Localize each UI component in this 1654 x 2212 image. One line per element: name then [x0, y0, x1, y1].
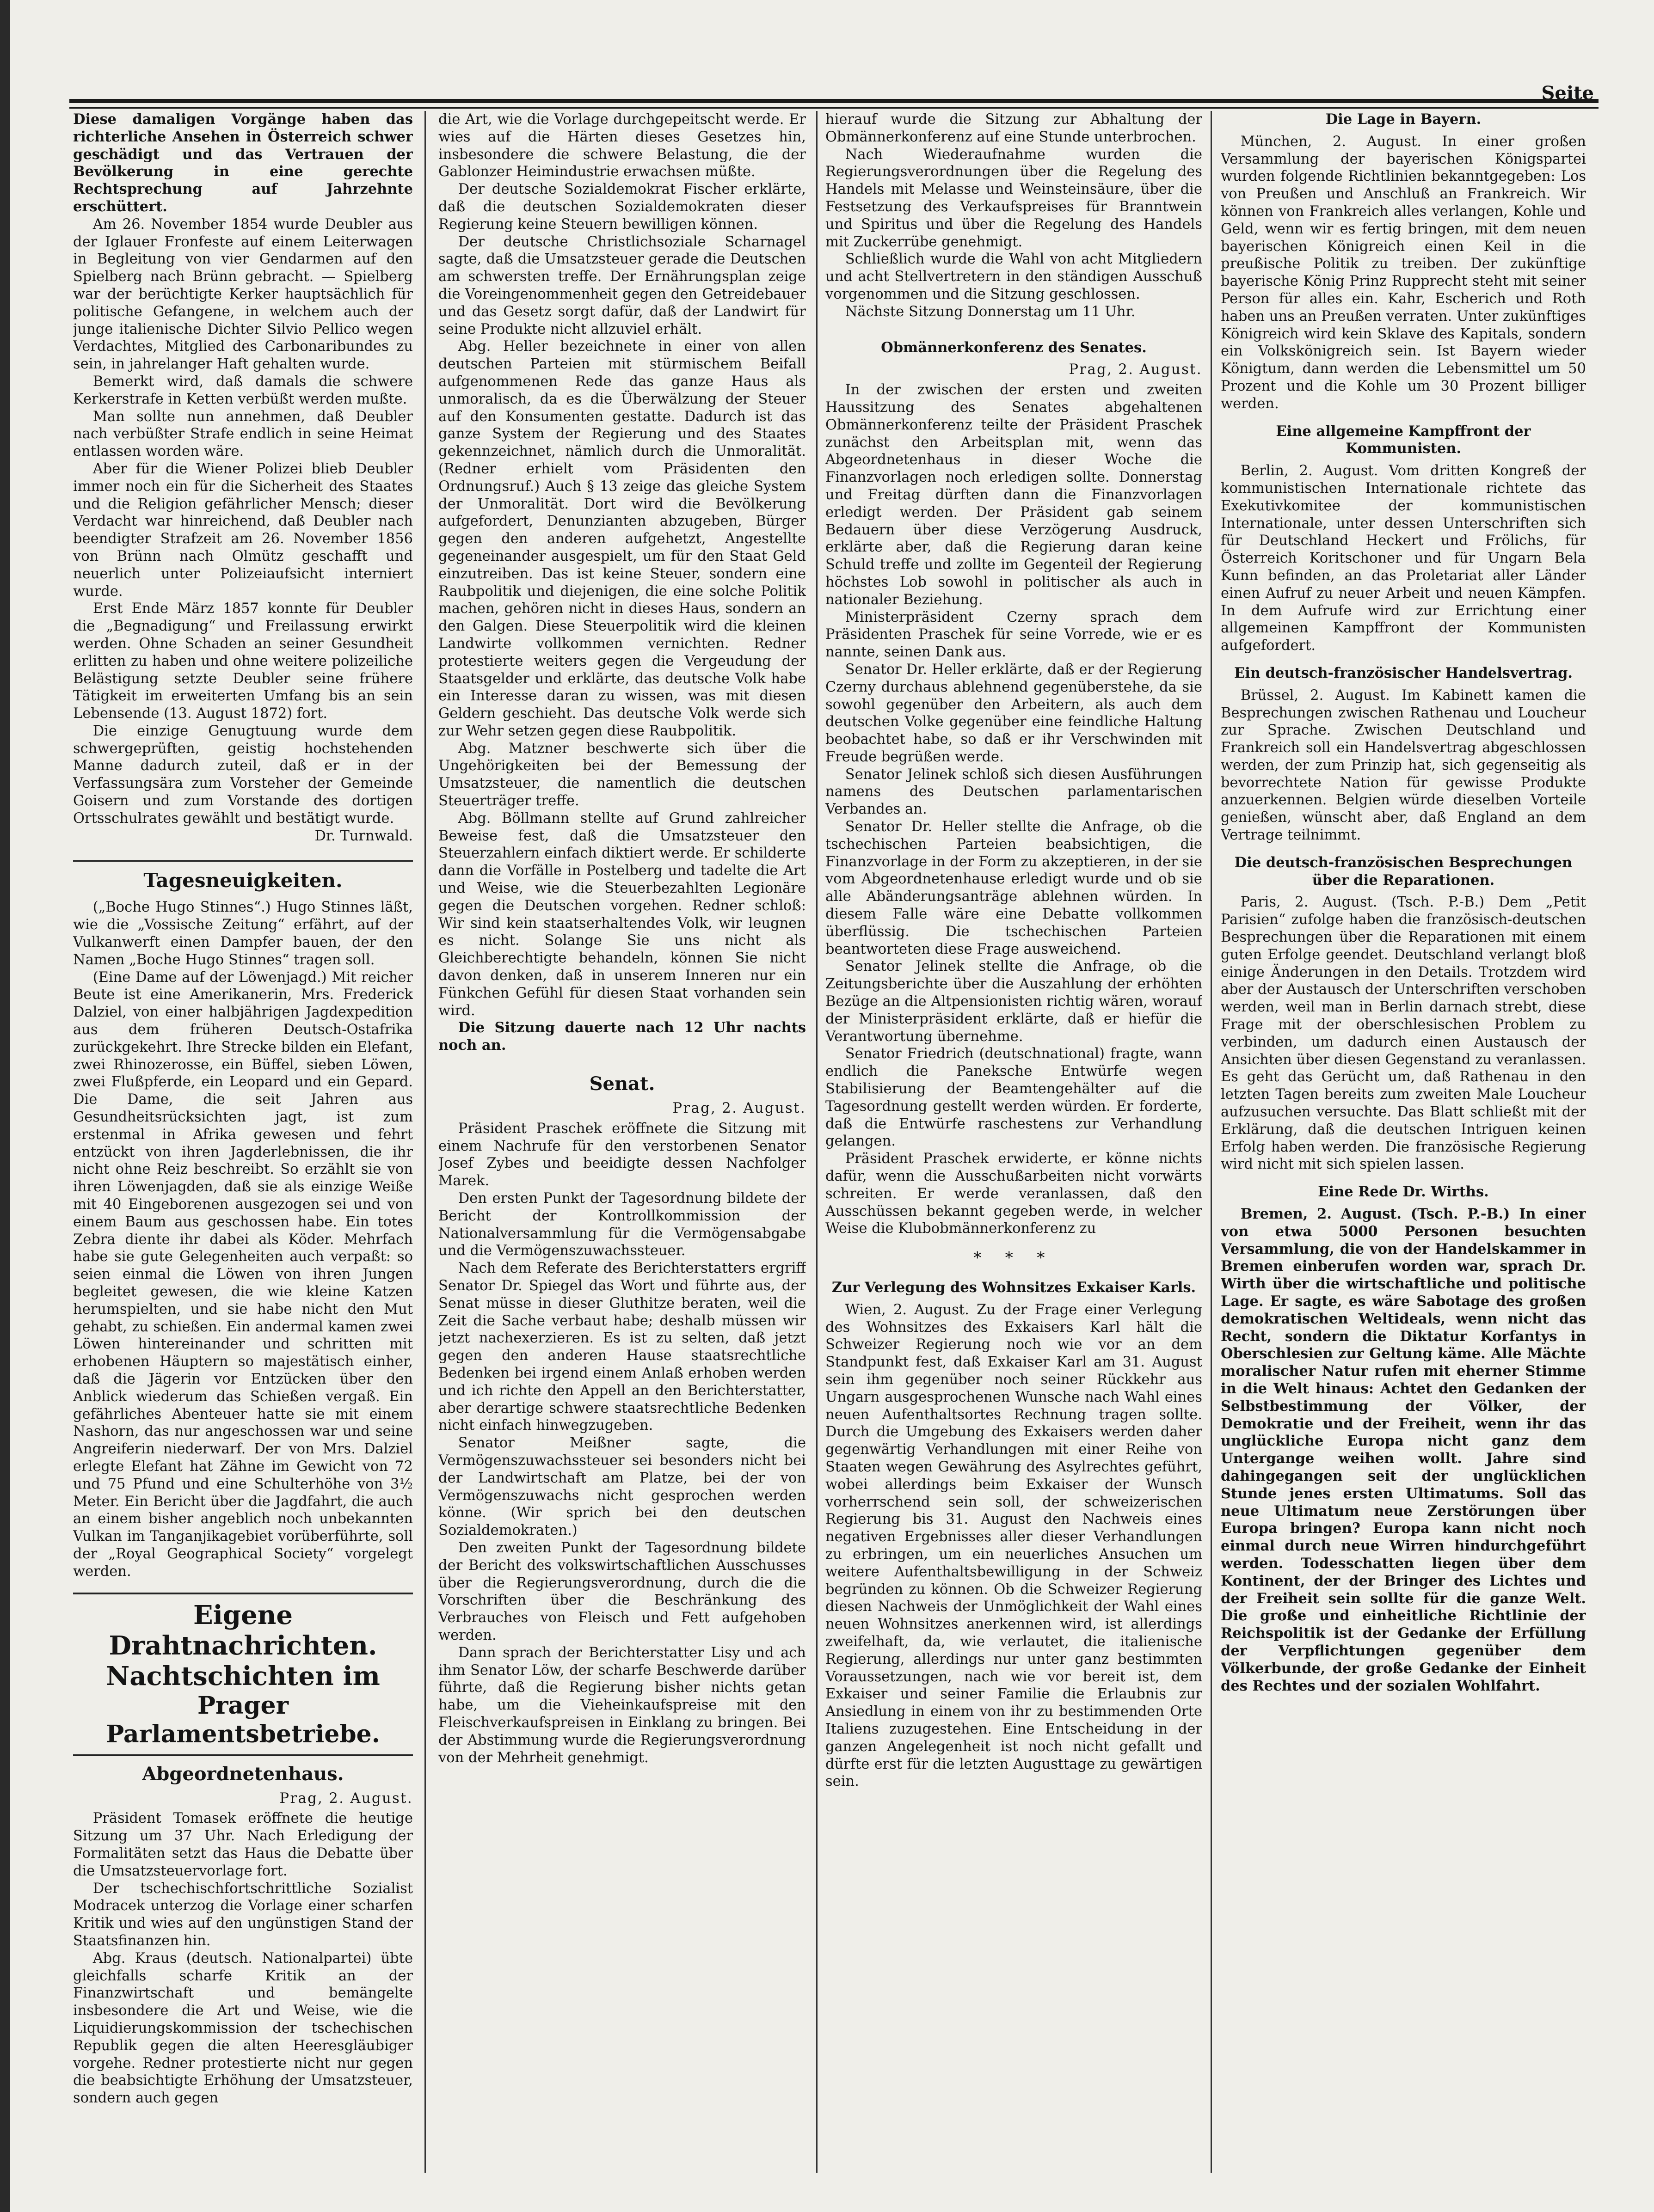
paragraph: Ministerpräsident Czerny sprach dem Präsidenten Praschek für seine Vorrede, wie er es nannte, seinen Dank aus.	[825, 609, 1202, 661]
subheading-kommunisten: Eine allgemeine Kampffront der Kommunisten.	[1276, 423, 1531, 457]
paragraph: Senator Meißner sagte, die Vermögenszuwachssteuer sei besonders nicht bei der Landwirtschaft am Platze, bei der von Vermögenszuwachs nicht gesprochen werden könne. (Wir sprich bei den deutschen Sozialdemokraten.)	[438, 1435, 806, 1539]
paragraph: Senator Jelinek schloß sich diesen Ausführungen namens des Deutschen parlamentarischen Verbandes an.	[825, 766, 1202, 818]
subheading-bayern: Die Lage in Bayern.	[1325, 111, 1482, 128]
subheading-reparationen: Die deutsch-französischen Besprechungen über die Reparationen.	[1234, 854, 1573, 888]
paragraph: Paris, 2. August. (Tsch. P.-B.) Dem „Petit Parisien“ zufolge haben die französisch-deutschen Besprechungen über die Reparationen mit einem guten Erfolge geendet. Deutschland verlangt bloß einige Änderungen in den Details. Trotzdem wird aber der Austausch der Unterschriften verschoben werden, weil man in Berlin darnach strebt, diese Frage mit der oberschlesischen Problem zu verbinden, um dadurch einen Austausch der Ansichten über diesen Gegenstand zu veranlassen. Es geht das Gerücht um, daß Rathenau in den letzten Tagen bereits zum zweiten Male Loucheur aufzusuchen versuchte. Das Blatt schließt mit der Erklärung, daß die deutschen Intriguen keinen Erfolg haben werden. Die französische Regierung wird nicht mit sich spielen lassen.	[1221, 894, 1586, 1173]
paragraph: Den zweiten Punkt der Tagesordnung bildete der Bericht des volkswirtschaftlichen Ausschusses über die Regierungsverordnung, durch die die Vorschriften über die Beschränkung des Verbrauches von Fleisch und Fett aufgehoben werden.	[438, 1539, 806, 1643]
news-item: (Eine Dame auf der Löwenjagd.) Mit reicher Beute ist eine Amerikanerin, Mrs. Frederick Dalziel, von einer halbjährigen Jagdexpedition aus dem früheren Deutsch-Ostafrika zurückgekehrt. Ihre Strecke bilden ein Elefant, zwei Rhinozerosse, ein Büffel, sieben Löwen, zwei Flußpferde, ein Leopard und ein Gepard. Die Dame, die seit Jahren aus Gesundheitsrücksichten jagt, ist zum erstenmal in Afrika gewesen und fehrt entzückt von ihren Jagderlebnissen, die ihr nicht ohne Reiz beschreibt. So erzählt sie von ihren Löwenjagden, daß sie als einzige Weiße mit 40 Eingeborenen ausgezogen sei und von einem Baum aus geschossen habe. Ein totes Zebra diente ihr dabei als Köder. Mehrfach habe sie gute Gelegenheiten auch verpaßt: so seien einmal die Löwen von ihren Jungen begleitet gewesen, die wie kleine Katzen herumspielten, und sie habe nicht den Mut gehabt, zu schießen. Ein andermal kamen zwei Löwen hintereinander und schritten mit erhobenen Häuptern so majestätisch einher, daß die Jägerin vor Entzücken über den Anblick wiederum das Schießen vergaß. Ein gefährliches Abenteuer hatte sie mit einem Nashorn, das nur angeschossen war und seine Angreiferin niederwarf. Der von Mrs. Dalziel erlegte Elefant hat Zähne im Gewicht von 72 und 75 Pfund und eine Schulterhöhe von 3½ Meter. Ein Bericht über die Jagdfahrt, die auch an einem bisher angeblich noch unbekannten Vulkan im Tanganjikagebiet vorüberführte, soll der „Royal Geographical Society“ vorgelegt werden.	[73, 969, 413, 1580]
paragraph: Präsident Praschek erwiderte, er könne nichts dafür, wenn die Ausschußarbeiten nicht vorwärts schreiten. Er werde veranlassen, daß den Ausschüssen bekannt gegeben werde, in welcher Weise die Klubobmännerkonferenz zu	[825, 1151, 1202, 1237]
author-signature: Dr. Turnwald.	[314, 827, 413, 844]
paragraph: Nach dem Referate des Berichterstatters ergriff Senator Dr. Spiegel das Wort und führte aus, der Senat müsse in dieser Gluthitze beraten, weil die Zeit die Sache verbaut habe; deshalb müssen wir jetzt nachexerzieren. Es ist zu selten, daß jetzt gegen den anderen Hause staatsrechtliche Bedenken bei irgend einem Anlaß erhoben werden und ich richte den Appell an den Berichterstatter, aber derartige schwere staatsrechtliche Bedenken nicht einfach hinwegzugeben.	[438, 1260, 806, 1434]
headline-parlament: Prager Parlamentsbetriebe.	[106, 1691, 380, 1748]
section-separator: * * *	[973, 1249, 1054, 1268]
subheading-obmaennerkonferenz: Obmännerkonferenz des Senates.	[881, 339, 1147, 356]
dateline: Prag, 2. August.	[1069, 362, 1202, 378]
paragraph: Abg. Kraus (deutsch. Nationalpartei) übte gleichfalls scharfe Kritik an der Finanzwirtschaft und bemängelte insbesondere die Art und Weise, wie die Liquidierungskommission der tschechischen Republik gegen die alten Heeresgläubiger vorgehe. Redner protestierte nicht nur gegen die beabsichtigte Erhöhung der Umsatzsteuer, sondern auch gegen	[73, 1950, 413, 2107]
column-1	[73, 111, 413, 2182]
paragraph: Senator Friedrich (deutschnational) fragte, wann endlich die Paneksche Entwürfe wegen Stabilisierung der Beamtengehälter auf die Tagesordnung gestellt werden würden. Er forderte, daß die Entwürfe raschestens zur Verhandlung gelangen.	[825, 1046, 1202, 1150]
scan-edge	[0, 0, 10, 2212]
paragraph: Den ersten Punkt der Tagesordnung bildete der Bericht der Kontrollkommission der Nationalversammlung für die Vermögensabgabe und die Vermögenszuwachssteuer.	[438, 1190, 806, 1259]
column-2	[438, 111, 806, 2182]
subheading-exkaiser: Zur Verlegung des Wohnsitzes Exkaiser Karls.	[831, 1279, 1196, 1296]
paragraph: die Art, wie die Vorlage durchgepeitscht werde. Er wies auf die Härten dieses Gesetzes hin, insbesondere die schwere Belastung, die der Gablonzer Heimindustrie erwachsen müßte.	[438, 111, 806, 180]
paragraph: Präsident Tomasek eröffnete die heutige Sitzung um 37 Uhr. Nach Erledigung der Formalitäten setzt das Haus die Debatte über die Umsatzsteuervorlage fort.	[73, 1810, 413, 1879]
paragraph: Wien, 2. August. Zu der Frage einer Verlegung des Wohnsitzes des Exkaisers Karl hält die Schweizer Regierung noch wie vor an dem Standpunkt fest, daß Exkaiser Karl am 31. August sein ihm gegenüber noch seiner Rückkehr aus Ungarn ausgesprochenen Wunsche nach Wahl eines neuen Aufenthaltsortes Rechnung tragen sollte. Durch die Umgebung des Exkaisers werden daher gegenwärtig Verhandlungen mit einer Reihe von Staaten wegen Gewährung des Asylrechtes geführt, wobei allerdings beim Exkaiser der Wunsch vorherrschend sein soll, der schweizerischen Regierung bis 31. August den Nachweis eines negativen Ergebnisses aller dieser Verhandlungen zu erbringen, um ein neuerliches Ansuchen um weitere Aufenthaltsbewilligung in der Schweiz begründen zu können. Ob die Schweizer Regierung diesen Nachweis der Unmöglichkeit der Wahl eines neuen Wohnsitzes anerkennen wird, ist allerdings zweifelhaft, da, wie verlautet, die italienische Regierung, allerdings nur unter ganz bestimmten Voraussetzungen, nach wie vor bereit ist, dem Exkaiser und seiner Familie die Erlaubnis zur Ansiedlung in einem von ihr zu bestimmenden Orte Italiens zuzugestehen. Eine Entscheidung in der ganzen Angelegenheit ist noch nicht gefallt und dürfte erst für die letzten Augusttage zu gewärtigen sein.	[825, 1301, 1202, 1790]
paragraph: Präsident Praschek eröffnete die Sitzung mit einem Nachrufe für den verstorbenen Senator Josef Zybes und beeidigte dessen Nachfolger Marek.	[438, 1120, 806, 1189]
page-mark: Seite	[1541, 82, 1594, 104]
paragraph: Diese damaligen Vorgänge haben das richterliche Ansehen in Österreich schwer geschädigt und das Vertrauen der Bevölkerung in eine gerechte Rechtsprechung auf Jahrzehnte erschüttert.	[73, 111, 413, 215]
paragraph: Abg. Matzner beschwerte sich über die Ungehörigkeiten bei der Bemessung der Umsatzsteuer, die namentlich die deutschen Steuerträger treffe.	[438, 740, 806, 809]
subheading-rede-wirth: Eine Rede Dr. Wirths.	[1318, 1183, 1489, 1201]
subheading-abgeordnetenhaus: Abgeordnetenhaus.	[142, 1763, 344, 1785]
paragraph: Brüssel, 2. August. Im Kabinett kamen die Besprechungen zwischen Rathenau und Loucheur zur Sprache. Zwischen Deutschland und Frankreich soll ein Handelsvertrag abgeschlossen werden, der zum Prinzip hat, sich gegenseitig als bevorrechtete Nation für gewisse Produkte anzuerkennen. Belgien würde dieselben Vorteile genießen, wünscht aber, daß England an dem Vertrage teilnimmt.	[1221, 687, 1586, 844]
paragraph: Abg. Böllmann stellte auf Grund zahlreicher Beweise fest, daß die Umsatzsteuer den Steuerzahlern einfach diktiert werde. Er schilderte dann die Vorfälle in Postelberg und tadelte die Art und Weise, wie die Steuerbezahlten Legionäre gegen die Deutschen vorgehen. Redner schloß: Wir sind kein staatserhaltendes Volk, wir leugnen es nicht. Solange Sie uns nicht als Gleichberechtigte behandeln, können Sie nicht davon denken, daß in unserem Inneren nur ein Fünkchen Gefühl für diesen Staat vorhanden sein wird.	[438, 810, 806, 1019]
paragraph: Man sollte nun annehmen, daß Deubler nach verbüßter Strafe endlich in seine Heimat entlassen worden wäre.	[73, 408, 413, 460]
paragraph: Der deutsche Christlichsoziale Scharnagel sagte, daß die Umsatzsteuer gerade die Deutschen am schwersten treffe. Der Ernährungsplan zeige die Voreingenommenheit gegen den Getreidebauer und das Gesetz sorgt dafür, daß der Landwirt für seine Produkte nicht allzuviel erhält.	[438, 233, 806, 337]
paragraph: Abg. Heller bezeichnete in einer von allen deutschen Parteien mit stürmischem Beifall aufgenommenen Rede das ganze Haus als unmoralisch, da es die Überwälzung der Steuer auf den Konsumenten gestatte. Dadurch ist das ganze System der Regierung und des Staates gekennzeichnet, nämlich durch die Unmoralität. (Redner erhielt vom Präsidenten den Ordnungsruf.) Auch § 13 zeige das gleiche System der Unmoralität. Dort wird die Bevölkerung aufgefordert, Denunzianten abzugeben, Bürger gegen den anderen aufgehetzt, Angestellte gegeneinander ausgespielt, um für den Staat Geld einzutreiben. Das ist keine Steuer, sondern eine Raubpolitik und diejenigen, die eine solche Politik machen, gehören nicht in dieses Haus, sondern an den Galgen. Diese Steuerpolitik wird die kleinen Landwirte vollkommen vernichten. Redner protestierte weiters gegen die Vergeudung der Staatsgelder und erklärte, das deutsche Volk habe ein Interesse daran zu wissen, was mit diesen Geldern geschieht. Das deutsche Volk werde sich zur Wehr setzen gegen diese Raubpolitik.	[438, 338, 806, 739]
paragraph: Erst Ende März 1857 konnte für Deubler die „Begnadigung“ und Freilassung erwirkt werden. Ohne Schaden an seiner Gesundheit erlitten zu haben und ohne weitere polizeiliche Belästigung setzte Deubler seine frühere Tätigkeit im erweiterten Umfang bis an sein Lebensende (13. August 1872) fort.	[73, 600, 413, 722]
paragraph: Am 26. November 1854 wurde Deubler aus der Iglauer Fronfeste auf einem Leiterwagen in Begleitung von vier Gendarmen auf den Spielberg nach Brünn gebracht. — Spielberg war der berüchtigte Kerker hauptsächlich für politische Gefangene, in welchem auch der junge italienische Dichter Silvio Pellico wegen Verdachtes, Mitglied des Carbonaribundes zu sein, in jahrelanger Haft gehalten wurde.	[73, 216, 413, 373]
paragraph: Dann sprach der Berichterstatter Lisy und ach ihm Senator Löw, der scharfe Beschwerde darüber führte, daß die Regierung bisher nichts getan habe, um die Vieheinkaufspreise mit den Fleischverkaufspreisen in Einklang zu bringen. Bei der Abstimmung wurde die Regierungsverordnung von der Mehrheit genehmigt.	[438, 1644, 806, 1766]
paragraph: Aber für die Wiener Polizei blieb Deubler immer noch ein für die Sicherheit des Staates und die Religion gefährlicher Mensch; dieser Verdacht war hinreichend, daß Deubler nach beendigter Strafzeit am 26. November 1856 von Brünn nach Olmütz geschafft und neuerlich unter Polizeiaufsicht interniert wurde.	[73, 460, 413, 600]
subheading-senat: Senat.	[589, 1073, 655, 1095]
paragraph: In der zwischen der ersten und zweiten Haussitzung des Senates abgehaltenen Obmännerkonferenz teilte der Präsident Praschek zunächst den Arbeitsplan mit, wenn das Abgeordnetenhaus in dieser Woche die Finanzvorlagen noch erledigen sollte. Donnerstag und Freitag dürften dann die Finanzvorlagen erledigt werden. Der Präsident gab seinem Bedauern über diese Verzögerung Ausdruck, erklärte aber, daß die Regierung daran keine Schuld treffe und zollte im Gegenteil der Regierung höchstes Lob sowohl in politischer als auch in nationaler Beziehung.	[825, 382, 1202, 608]
column-divider	[816, 111, 818, 2173]
section-heading-tagesneuigkeiten: Tagesneuigkeiten.	[73, 860, 413, 892]
header-rule-thin	[69, 107, 1599, 109]
header-rule	[69, 99, 1599, 103]
column-divider	[1211, 111, 1212, 2173]
headline-box	[73, 1593, 413, 1756]
paragraph: Die einzige Genugtuung wurde dem schwergeprüften, geistig hochstehenden Manne dadurch zuteil, daß er in der Verfassungsära zum Vorsteher der Gemeinde Goisern und zum Vorstande des dortigen Ortsschulrates gewählt und bestätigt wurde.	[73, 723, 413, 827]
column-4	[1221, 111, 1586, 2182]
news-item: („Boche Hugo Stinnes“.) Hugo Stinnes läßt, wie die „Vossische Zeitung“ erfährt, auf der Vulkanwerft einen Dampfer bauen, der den Namen „Boche Hugo Stinnes“ tragen soll.	[73, 899, 413, 968]
dateline: Prag, 2. August.	[672, 1100, 806, 1117]
subheading-handelsvertrag: Ein deutsch-französischer Handelsvertrag.	[1234, 664, 1573, 681]
column-3	[825, 111, 1202, 2182]
paragraph: München, 2. August. In einer großen Versammlung der bayerischen Königspartei wurden folgende Richtlinien bekanntgegeben: Los von Preußen und Anschluß an Frankreich. Wir können von Frankreich alles verlangen, Kohle und Geld, wenn wir es fertig bringen, mit dem neuen bayerischen Königreich einen Keil in die preußische Politik zu treiben. Der zukünftige bayerische König Prinz Rupprecht steht mit seiner Person für alles ein. Kahr, Escherich und Roth haben uns an Preußen verraten. Unter zukünftiges Königreich wird kein Sklave des Kapitals, sondern ein Volkskönigreich sein. Ist Bayern wieder Königtum, dann werden die Lebensmittel um 50 Prozent und die Kohle um 30 Prozent billiger werden.	[1221, 133, 1586, 412]
column-divider	[424, 111, 426, 2173]
paragraph: Schließlich wurde die Wahl von acht Mitgliedern und acht Stellvertretern in den ständigen Ausschuß vorgenommen und die Sitzung geschlossen.	[825, 251, 1202, 302]
paragraph: Senator Jelinek stellte die Anfrage, ob die Zeitungsberichte über die Auszahlung der erhöhten Bezüge an die Altpensionisten richtig wären, worauf der Ministerpräsident erklärte, daß er hiefür die Verantwortung übernehme.	[825, 958, 1202, 1045]
paragraph: Bremen, 2. August. (Tsch. P.-B.) In einer von etwa 5000 Personen besuchten Versammlung, die von der Handelskammer in Bremen einberufen worden war, sprach Dr. Wirth über die wirtschaftliche und politische Lage. Er sagte, es wäre Sabotage des großen demokratischen Weltideals, wenn nicht das Recht, sondern die Diktatur Korfantys in Oberschlesien zur Geltung käme. Alle Mächte moralischer Natur rufen mit eherner Stimme in die Welt hinaus: Achtet den Gedanken der Selbstbestimmung der Völker, der Demokratie und der Freiheit, wenn ihr das unglückliche Europa nicht ganz dem Untergange weihen wollt. Jahre sind dahingegangen seit der unglücklichen Stunde jenes ersten Ultimatums. Soll das neue Ultimatum neue Zerstörungen über Europa bringen? Europa kann nicht noch einmal durch neue Wirren hindurchgeführt werden. Todesschatten liegen über dem Kontinent, der der Bringer des Lichtes und der Freiheit sein sollte für die ganze Welt. Die große und einheitliche Richtlinie der Reichspolitik ist der Gedanke der Erfüllung der Verpflichtungen gegenüber dem Völkerbunde, der große Gedanke der Einheit des Rechtes und der sozialen Wohlfahrt.	[1221, 1206, 1586, 1694]
paragraph: Der deutsche Sozialdemokrat Fischer erklärte, daß die deutschen Sozialdemokraten dieser Regierung keine Steuern bewilligen können.	[438, 181, 806, 233]
headline-drahtnachrichten: Eigene Drahtnachrichten.	[109, 1599, 377, 1661]
paragraph: Nächste Sitzung Donnerstag um 11 Uhr.	[845, 303, 1136, 320]
paragraph: Berlin, 2. August. Vom dritten Kongreß der kommunistischen Internationale richtete das Exekutivkomitee der kommunistischen Internationale, unter dessen Unterschriften sich für Deutschland Heckert und Frölichs, für Österreich Koritschoner und für Ungarn Bela Kunn befinden, an das Proletariat aller Länder einen Aufruf zu neuer Arbeit und neuen Kämpfen. In dem Aufrufe wird zur Errichtung einer allgemeinen Kampffront der Kommunisten aufgefordert.	[1221, 463, 1586, 654]
dateline: Prag, 2. August.	[279, 1790, 413, 1807]
paragraph: Bemerkt wird, daß damals die schwere Kerkerstrafe in Ketten verbüßt werden mußte.	[73, 373, 413, 407]
paragraph: Die Sitzung dauerte nach 12 Uhr nachts noch an.	[438, 1019, 806, 1054]
headline-nachtschichten: Nachtschichten im	[106, 1661, 380, 1691]
paragraph: Senator Dr. Heller erklärte, daß er der Regierung Czerny durchaus ablehnend gegenüberstehe, da sie sowohl gegenüber den Arbeitern, als auch dem deutschen Volke gegenüber eine feindliche Haltung beobachtet habe, so daß er ihr Verschwinden mit Freude begrüßen werde.	[825, 661, 1202, 765]
paragraph: hierauf wurde die Sitzung zur Abhaltung der Obmännerkonferenz auf eine Stunde unterbrochen.	[825, 111, 1202, 145]
paragraph: Senator Dr. Heller stellte die Anfrage, ob die tschechischen Parteien beabsichtigen, die Finanzvorlage in der Form zu akzeptieren, in der sie vom Abgeordnetenhause erledigt wurde und ob sie alle Abänderungsanträge ablehnen würden. In diesem Falle wäre eine Debatte vollkommen überflüssig. Die tschechischen Parteien beantworteten diese Frage ausweichend.	[825, 819, 1202, 957]
paragraph: Nach Wiederaufnahme wurden die Regierungsverordnungen über die Regelung des Handels mit Melasse und Weinsteinsäure, über die Festsetzung des Verkaufspreises für Branntwein und Spiritus und über die Regelung des Handels mit Zuckerrübe genehmigt.	[825, 146, 1202, 250]
paragraph: Der tschechischfortschrittliche Sozialist Modracek unterzog die Vorlage einer scharfen Kritik und wies auf den ungünstigen Stand der Staatsfinanzen hin.	[73, 1880, 413, 1949]
